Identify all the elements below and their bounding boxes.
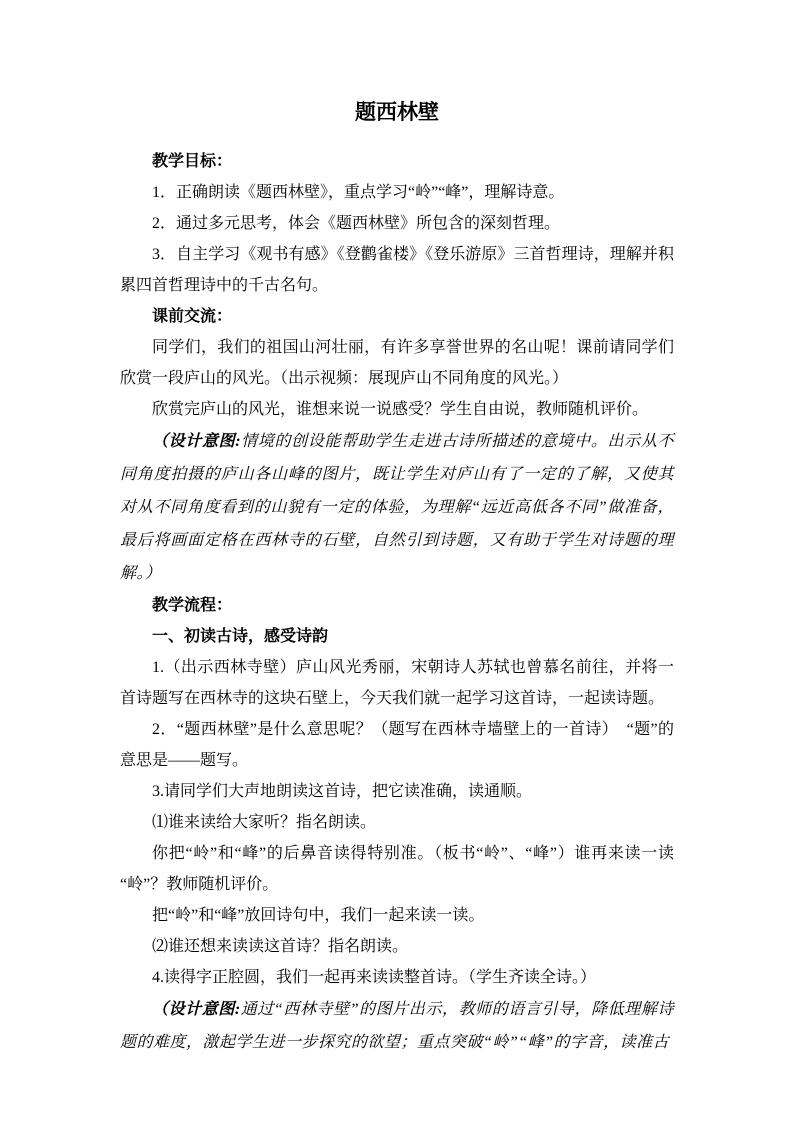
paragraph-body: 把“岭”和“峰”放回诗句中，我们一起来读一读。 <box>152 907 485 924</box>
paragraph-body: ⑵谁还想来读读这首诗？指名朗读。 <box>152 938 409 955</box>
page-title: 题西林壁 <box>355 100 439 124</box>
paragraph-body: 3．自主学习《观书有感》《登鹳雀楼》《登乐游原》三首哲理诗，理解并积累四首哲理诗中的千古名句。 <box>120 246 674 294</box>
paragraph-heading: 课前交流： <box>152 308 233 325</box>
paragraph-heading: 教学流程： <box>152 597 233 614</box>
paragraph-design: （设计意图:通过“西林寺壁”的图片出示，教师的语言引导，降低理解诗题的难度，激起学生进一步探究的欲望；重点突破“岭”“峰”的字音，读准古 <box>120 1001 674 1051</box>
paragraph-body: 2．“题西林壁”是什么意思呢？（题写在西林寺墙壁上的一首诗） “题”的意思是——题写。 <box>120 721 674 769</box>
paragraph-body: 1.（出示西林寺壁）庐山风光秀丽，宋朝诗人苏轼也曾慕名前往，并将一首诗题写在西林寺的这块石壁上，今天我们就一起学习这首诗，一起读诗题。 <box>120 659 674 707</box>
paragraph-heading: 一、初读古诗，感受诗韵 <box>152 628 329 645</box>
paragraph-body: 4.读得字正腔圆，我们一起再来读读整首诗。（学生齐读全诗。） <box>152 969 597 986</box>
design-intent-label: （设计意图: <box>152 433 242 450</box>
design-intent-label: （设计意图: <box>152 1001 241 1018</box>
paragraph-body: 2．通过多元思考，体会《题西林壁》所包含的深刻哲理。 <box>152 215 561 232</box>
document-body <box>120 97 674 1059</box>
paragraph-body: 欣赏完庐山的风光，谁想来说一说感受？学生自由说，教师随机评价。 <box>152 401 649 418</box>
paragraph-heading: 教学目标： <box>152 153 233 170</box>
paragraph-body: 同学们，我们的祖国山河壮丽，有许多享誉世界的名山呢！课前请同学们欣赏一段庐山的风光。（出示视频：展现庐山不同角度的风光。） <box>120 339 674 387</box>
paragraph-design: （设计意图:情境的创设能帮助学生走进古诗所描述的意境中。出示从不同角度拍摄的庐山各山峰的图片，既让学生对庐山有了一定的了解，又使其对从不同角度看到的山貌有一定的体验，为理解“远近高低各不同”做准备，最后将画面定格在西林寺的石壁，自然引到诗题，又有助于学生对诗题的理解。） <box>120 433 674 582</box>
paragraph-body: 1．正确朗读《题西林壁》，重点学习“岭”“峰”，理解诗意。 <box>152 184 565 201</box>
paragraph-body: ⑴谁来读给大家听？指名朗读。 <box>152 814 377 831</box>
paragraph-body: 你把“岭”和“峰”的后鼻音读得特别准。（板书“岭”、“峰”）谁再来读一读“岭”？教师随机评价。 <box>120 845 674 893</box>
paragraph-body: 3.请同学们大声地朗读这首诗，把它读准确，读通顺。 <box>152 783 533 800</box>
